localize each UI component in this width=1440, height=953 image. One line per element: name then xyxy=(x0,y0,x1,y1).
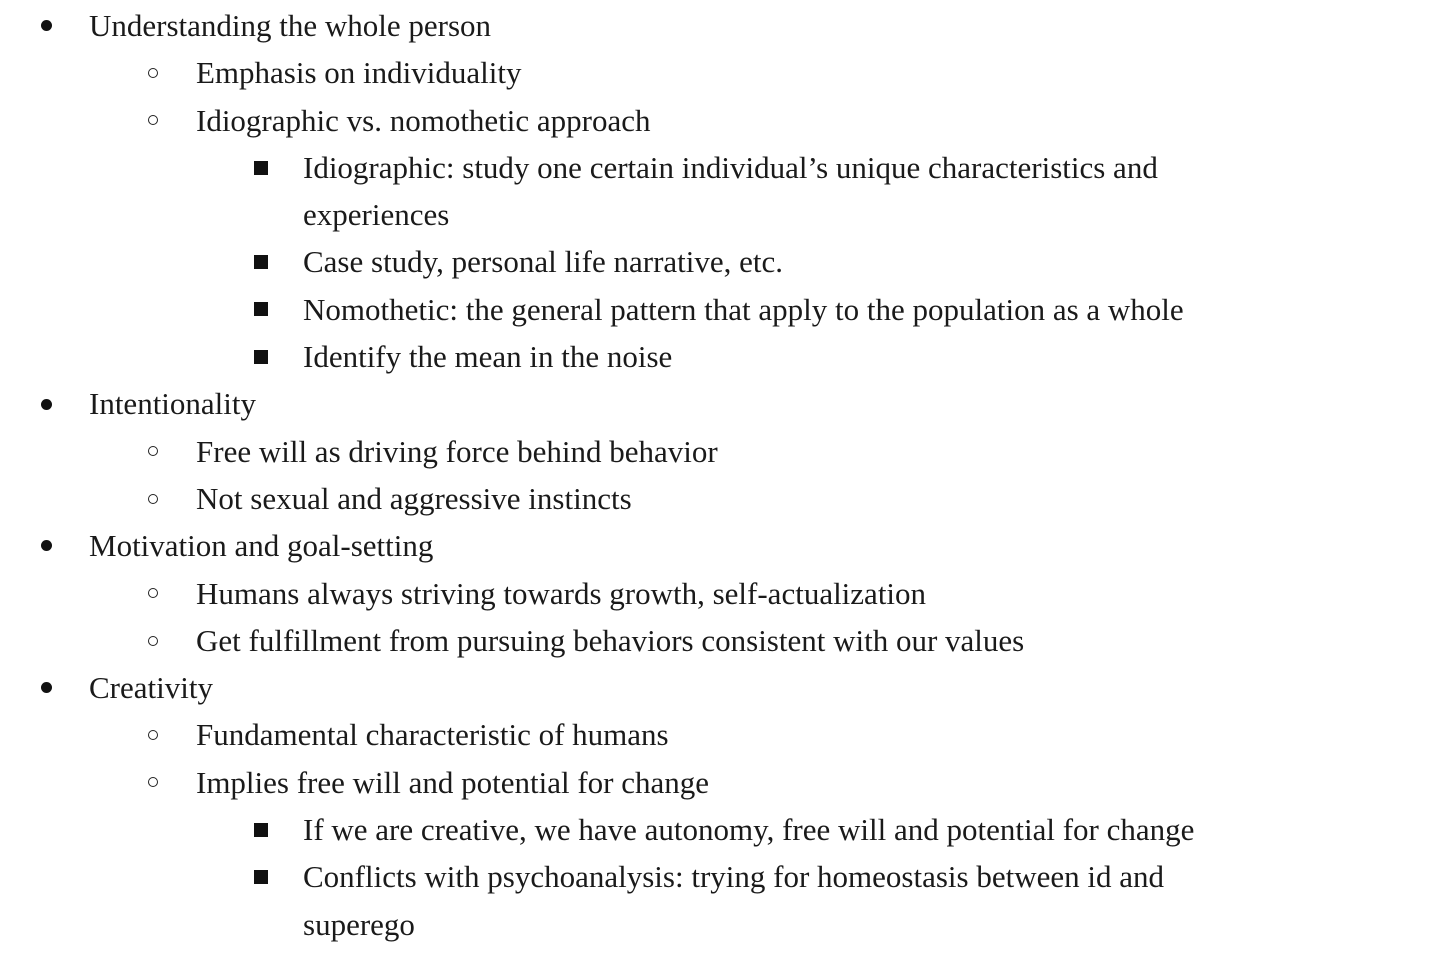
list-item-level1 xyxy=(0,2,1440,49)
list-item-level1 xyxy=(0,522,1440,569)
circle-bullet-icon xyxy=(143,570,163,617)
square-bullet-icon xyxy=(251,853,271,900)
list-item-level2 xyxy=(0,97,1440,144)
list-item-continuation xyxy=(0,191,1440,238)
list-item-text: Implies free will and potential for change xyxy=(196,764,710,800)
list-item-text: Conflicts with psychoanalysis: trying for homeostasis between id and xyxy=(303,859,1164,895)
square-bullet-icon xyxy=(251,286,271,333)
circle-bullet-icon xyxy=(143,428,163,475)
list-item-level2 xyxy=(0,49,1440,96)
list-item-level2 xyxy=(0,711,1440,758)
circle-bullet-icon xyxy=(143,759,163,806)
list-item-text: superego xyxy=(303,906,415,942)
list-item-text: Intentionality xyxy=(89,386,257,422)
list-item-text: Case study, personal life narrative, etc. xyxy=(303,244,784,280)
square-bullet-icon xyxy=(251,144,271,191)
list-item-text: Fundamental characteristic of humans xyxy=(196,717,669,753)
square-bullet-icon xyxy=(251,333,271,380)
square-bullet-icon xyxy=(251,238,271,285)
list-item-text: If we are creative, we have autonomy, free will and potential for change xyxy=(303,812,1195,848)
circle-bullet-icon xyxy=(143,475,163,522)
circle-bullet-icon xyxy=(143,49,163,96)
list-item-level3 xyxy=(0,286,1440,333)
disc-bullet-icon xyxy=(36,522,56,569)
list-item-level3 xyxy=(0,144,1440,191)
circle-bullet-icon xyxy=(143,617,163,664)
list-item-text: experiences xyxy=(303,197,450,233)
disc-bullet-icon xyxy=(36,2,56,49)
list-item-level2 xyxy=(0,428,1440,475)
list-item-text: Idiographic: study one certain individual’s unique characteristics and xyxy=(303,149,1158,185)
circle-bullet-icon xyxy=(143,97,163,144)
list-item-text: Creativity xyxy=(89,670,213,706)
list-item-text: Identify the mean in the noise xyxy=(303,339,673,375)
list-item-text: Nomothetic: the general pattern that apply to the population as a whole xyxy=(303,291,1184,327)
list-item-text: Free will as driving force behind behavior xyxy=(196,433,718,469)
circle-bullet-icon xyxy=(143,711,163,758)
list-item-text: Emphasis on individuality xyxy=(196,55,522,91)
list-item-level2 xyxy=(0,570,1440,617)
list-item-level3 xyxy=(0,238,1440,285)
square-bullet-icon xyxy=(251,806,271,853)
list-item-text: Humans always striving towards growth, self-actualization xyxy=(196,575,927,611)
list-item-level2 xyxy=(0,475,1440,522)
list-item-level1 xyxy=(0,664,1440,711)
disc-bullet-icon xyxy=(36,664,56,711)
list-item-text: Understanding the whole person xyxy=(89,8,492,43)
list-item-level3 xyxy=(0,853,1440,900)
list-item-level3 xyxy=(0,333,1440,380)
list-item-continuation xyxy=(0,901,1440,948)
list-item-level2 xyxy=(0,759,1440,806)
disc-bullet-icon xyxy=(36,380,56,427)
list-item-text: Not sexual and aggressive instincts xyxy=(196,480,632,516)
list-item-text: Idiographic vs. nomothetic approach xyxy=(196,102,651,138)
list-item-level1 xyxy=(0,380,1440,427)
list-item-text: Get fulfillment from pursuing behaviors consistent with our values xyxy=(196,622,1025,658)
list-item-text: Motivation and goal-setting xyxy=(89,528,434,564)
list-item-level2 xyxy=(0,617,1440,664)
list-item-level3 xyxy=(0,806,1440,853)
